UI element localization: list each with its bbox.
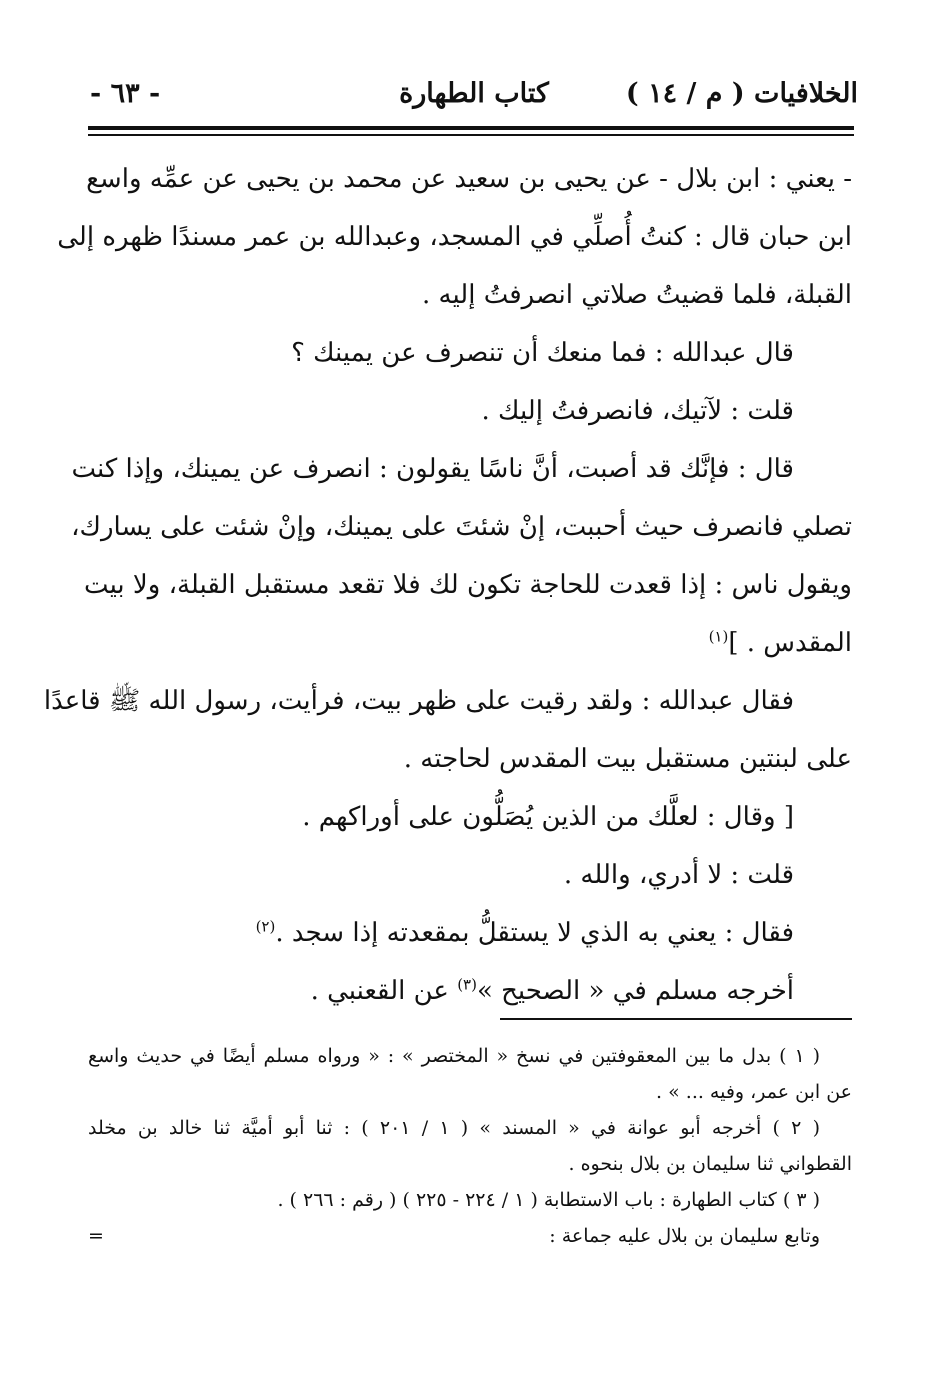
header-rule-thick <box>88 126 854 130</box>
continuation-mark: = <box>88 1225 104 1247</box>
text-line: قال : فإنَّك قد أصبت، أنَّ ناسًا يقولون : انصرف عن يمينك، وإذا كنت <box>71 454 794 484</box>
header-rule-thin <box>88 134 854 136</box>
text-line: ابن حبان قال : كنتُ أُصلِّي في المسجد، وعبدالله بن عمر مسندًا ظهره إلى <box>57 222 852 252</box>
text-segment: المقدس . ] <box>728 628 852 658</box>
footnote-line: ( ٢ ) أخرجه أبو عوانة في « المسند » ( ١ / ٢٠١ ) : ثنا أبو أميَّة ثنا خالد بن مخلد <box>88 1117 821 1139</box>
running-header <box>90 68 858 118</box>
footnote-text: وتابع سليمان بن بلال عليه جماعة : <box>549 1225 820 1247</box>
text-line: قال عبدالله : فما منعك أن تنصرف عن يمينك ؟ <box>291 338 794 368</box>
footnote-line: ( ٣ ) كتاب الطهارة : باب الاستطابة ( ١ / ٢٢٤ - ٢٢٥ ) ( رقم : ٢٦٦ ) . <box>277 1189 820 1211</box>
footnote-line <box>88 1218 852 1254</box>
text-line: قلت : لا أدري، والله . <box>563 860 794 890</box>
text-segment: عن القعنبي . <box>310 976 449 1006</box>
footnote-marker-1: (١) <box>708 627 729 646</box>
text-line: قلت : لآتيك، فانصرفتُ إليك . <box>481 396 794 426</box>
footnote-separator <box>500 1018 852 1020</box>
footnotes <box>88 1038 852 1254</box>
text-line: فقال عبدالله : ولقد رقيت على ظهر بيت، فرأيت، رسول الله ﷺ قاعدًا <box>43 686 794 716</box>
text-line: تصلي فانصرف حيث أحببت، إنْ شئتَ على يمينك، وإنْ شئت على يسارك، <box>71 512 852 542</box>
footnote-marker-3: (٣) <box>457 975 477 994</box>
text-segment: أخرجه مسلم في « الصحيح » <box>476 976 794 1006</box>
text-line: على لبنتين مستقبل بيت المقدس لحاجته . <box>403 744 852 774</box>
text-line <box>88 904 852 962</box>
main-text <box>43 150 852 1020</box>
header-book-part: الخلافيات ( م / ١٤ ) <box>625 77 858 109</box>
footnote-line: عن ابن عمر، وفيه ... » . <box>656 1081 852 1103</box>
footnote-marker-2: (٢) <box>255 917 276 936</box>
footnote-line: القطواني ثنا سليمان بن بلال بنحوه . <box>568 1153 852 1175</box>
text-line: القبلة، فلما قضيتُ صلاتي انصرفتُ إليه . <box>421 280 852 310</box>
text-line: ويقول ناس : إذا قعدت للحاجة تكون لك فلا تقعد مستقبل القبلة، ولا بيت <box>84 570 852 600</box>
footnote-line: ( ١ ) بدل ما بين المعقوفتين في نسخ « المختصر » : « ورواه مسلم أيضًا في حديث واسع <box>88 1045 820 1067</box>
text-line <box>88 962 852 1020</box>
text-line: - يعني : ابن بلال - عن يحيى بن سعيد عن محمد بن يحيى عن عمِّه واسع <box>86 164 852 194</box>
page-number: - ٦٣ - <box>90 77 161 109</box>
text-line <box>88 614 852 672</box>
header-chapter-title: كتاب الطهارة <box>399 77 549 109</box>
text-line: [ وقال : لعلَّك من الذين يُصَلُّون على أوراكهم . <box>302 802 794 832</box>
text-segment: فقال : يعني به الذي لا يستقلُّ بمقعدته إذا سجد . <box>275 918 794 948</box>
